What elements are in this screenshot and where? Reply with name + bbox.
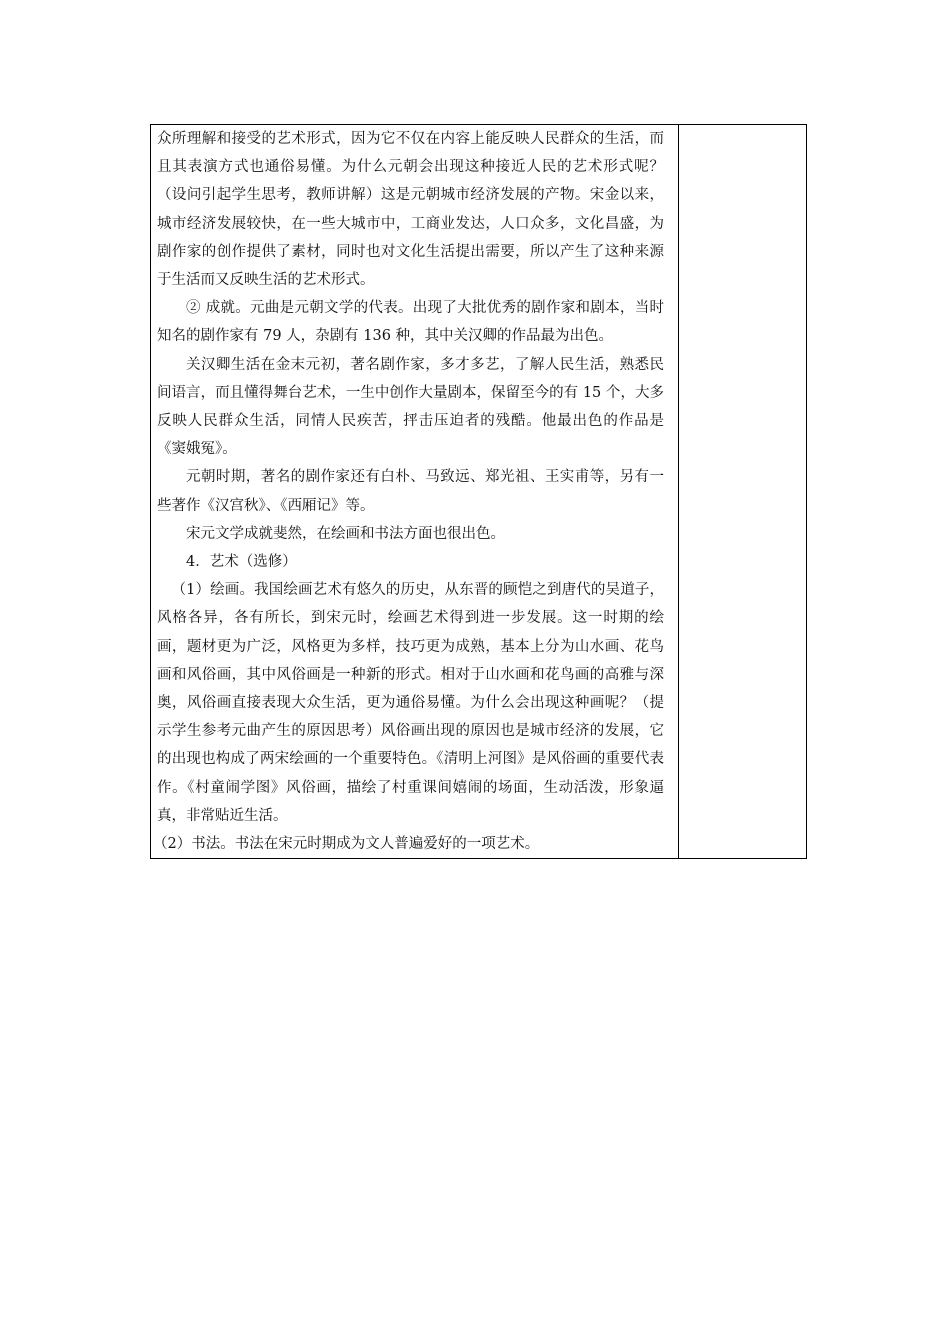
section-heading: 4．艺术（选修）	[186, 554, 297, 571]
content-cell	[151, 125, 679, 859]
paragraph: 宋元文学成就斐然，在绘画和书法方面也很出色。	[186, 525, 505, 542]
paragraph: （1）绘画。我国绘画艺术有悠久的历史，从东晋的顾恺之到唐代的吴道子，风格各异，各有所长，到宋元时，绘画艺术得到进一步发展。这一时期的绘画，题材更为广泛，风格更为多样，技巧更为成熟，基本上分为山水画、花鸟画和风俗画，其中风俗画是一种新的形式。相对于山水画和花鸟画的高雅与深奥，风俗画直接表现大众生活，更为通俗易懂。为什么会出现这种画呢？（提示学生参考元曲产生的原因思考）风俗画出现的原因也是城市经济的发展，它的出现也构成了两宋绘画的一个重要特色。《清明上河图》是风俗画的重要代表作。《村童闹学图》风俗画，描绘了村重课间嬉闹的场面，生动活泼，形象逼真，非常贴近生活。	[157, 582, 664, 824]
table-row	[151, 125, 807, 859]
paragraph: 关汉卿生活在金末元初，著名剧作家，多才多艺，了解人民生活，熟悉民间语言，而且懂得舞台艺术，一生中创作大量剧本，保留至今的有 15 个，大多反映人民群众生活，同情人民疾苦，抨击压迫者的残酷。他最出色的作品是《窦娥冤》。	[157, 356, 664, 458]
paragraph: 元朝时期，著名的剧作家还有白朴、马致远、郑光祖、王实甫等，另有一些著作《汉宫秋》、《西厢记》等。	[157, 469, 664, 514]
paragraph: （2）书法。书法在宋元时期成为文人普遍爱好的一项艺术。	[153, 836, 540, 853]
content-text	[151, 125, 678, 858]
notes-cell	[679, 125, 807, 859]
paragraph: 众所理解和接受的艺术形式，因为它不仅在内容上能反映人民群众的生活，而且其表演方式也通俗易懂。为什么元朝会出现这种接近人民的艺术形式呢？（设问引起学生思考，教师讲解）这是元朝城市经济发展的产物。宋金以来，城市经济发展较快，在一些大城市中，工商业发达，人口众多，文化昌盛，为剧作家的创作提供了素材，同时也对文化生活提出需要，所以产生了这种来源于生活而又反映生活的艺术形式。	[157, 131, 664, 289]
paragraph: ② 成就。元曲是元朝文学的代表。出现了大批优秀的剧作家和剧本，当时知名的剧作家有 79 人，杂剧有 136 种，其中关汉卿的作品最为出色。	[157, 300, 664, 345]
lesson-table	[150, 124, 807, 859]
